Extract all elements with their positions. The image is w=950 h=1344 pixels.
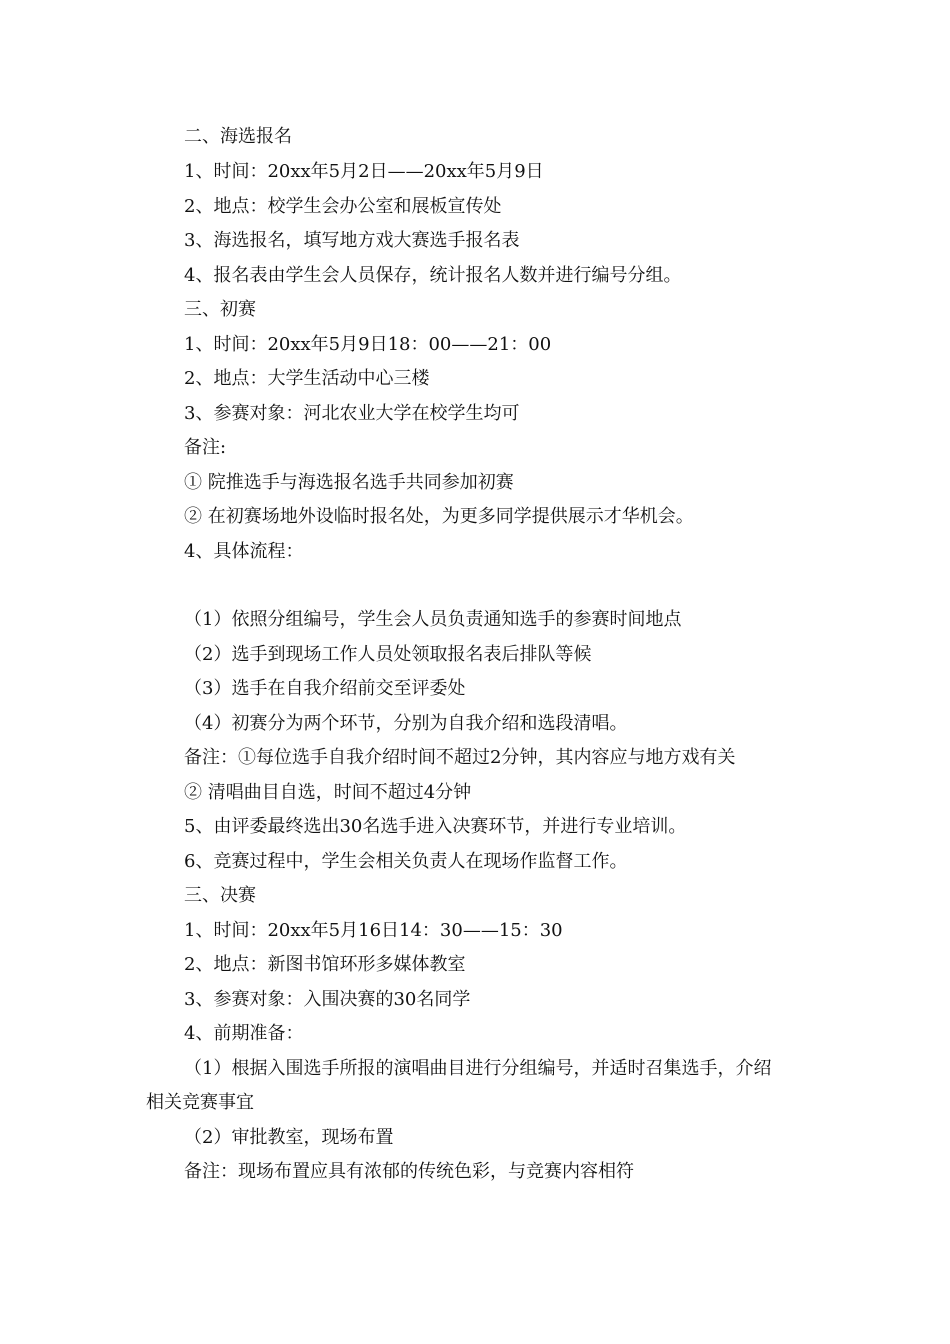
heading-preliminary: 三、初赛 (184, 299, 256, 320)
text-line: 1、时间：20xx年5月16日14：30——15：30 (184, 920, 563, 941)
process-step: （1）依照分组编号，学生会人员负责通知选手的参赛时间地点 (184, 609, 682, 630)
text-line: 2、地点：校学生会办公室和展板宣传处 (184, 196, 502, 217)
note-item: ② 清唱曲目自选，时间不超过4分钟 (184, 782, 472, 803)
text-line: 4、报名表由学生会人员保存，统计报名人数并进行编号分组。 (184, 265, 682, 286)
prep-step: （2）审批教室，现场布置 (184, 1127, 394, 1148)
heading-final: 三、决赛 (184, 885, 256, 906)
text-line: 3、海选报名，填写地方戏大赛选手报名表 (184, 230, 520, 251)
note-item: ① 院推选手与海选报名选手共同参加初赛 (184, 472, 514, 493)
note-item: ② 在初赛场地外设临时报名处，为更多同学提供展示才华机会。 (184, 506, 694, 527)
process-step: （4）初赛分为两个环节，分别为自我介绍和选段清唱。 (184, 713, 628, 734)
prep-step-continued: 相关竞赛事宜 (146, 1092, 254, 1113)
text-line: 3、参赛对象：河北农业大学在校学生均可 (184, 403, 520, 424)
note-line: 备注：①每位选手自我介绍时间不超过2分钟，其内容应与地方戏有关 (184, 747, 736, 768)
prep-step: （1）根据入围选手所报的演唱曲目进行分组编号，并适时召集选手，介绍 (184, 1058, 772, 1079)
text-line: 1、时间：20xx年5月2日——20xx年5月9日 (184, 161, 544, 182)
text-line: 2、地点：大学生活动中心三楼 (184, 368, 430, 389)
process-step: （3）选手在自我介绍前交至评委处 (184, 678, 466, 699)
text-line: 4、前期准备： (184, 1023, 304, 1044)
text-line: 3、参赛对象：入围决赛的30名同学 (184, 989, 471, 1010)
text-line: 2、地点：新图书馆环形多媒体教室 (184, 954, 466, 975)
note-line: 备注：现场布置应具有浓郁的传统色彩，与竞赛内容相符 (184, 1161, 634, 1182)
process-step: （2）选手到现场工作人员处领取报名表后排队等候 (184, 644, 592, 665)
text-line: 4、具体流程： (184, 541, 304, 562)
heading-audition-registration: 二、海选报名 (184, 126, 292, 147)
text-line: 5、由评委最终选出30名选手进入决赛环节，并进行专业培训。 (184, 816, 687, 837)
text-line: 1、时间：20xx年5月9日18：00——21：00 (184, 334, 552, 355)
note-label: 备注: (184, 437, 227, 458)
text-line: 6、竞赛过程中，学生会相关负责人在现场作监督工作。 (184, 851, 628, 872)
